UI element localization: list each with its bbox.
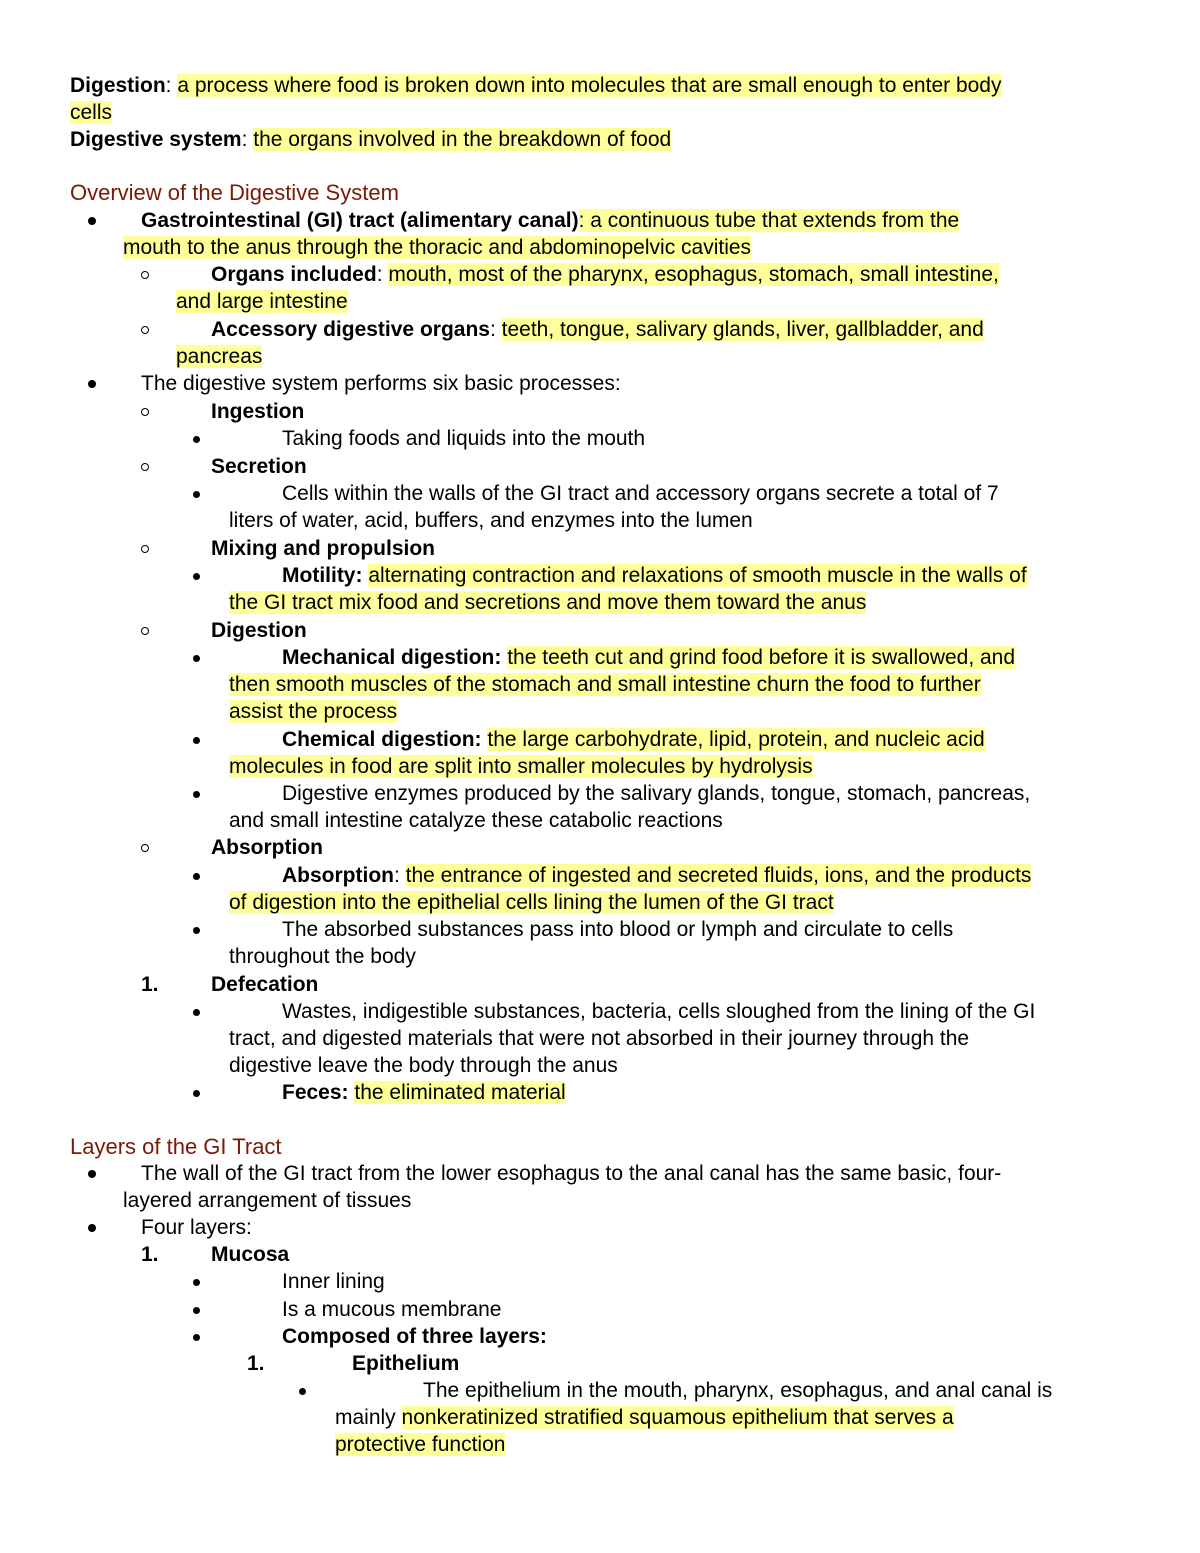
line-continuation xyxy=(229,753,813,780)
circle-bullet-icon xyxy=(141,271,149,279)
sub-bullet xyxy=(141,535,149,562)
circle-bullet-icon xyxy=(141,463,149,471)
separator: : xyxy=(393,864,406,887)
line-text: Taking foods and liquids into the mouth xyxy=(282,427,646,450)
section-heading-layers: Layers of the GI Tract xyxy=(70,1134,282,1159)
highlighted-definition: and large intestine xyxy=(176,290,348,313)
term: Composed of three layers: xyxy=(282,1325,547,1348)
term: Secretion xyxy=(211,455,307,478)
highlighted-definition: protective function xyxy=(335,1433,506,1456)
line-continuation xyxy=(176,288,348,315)
line-accessory-organs xyxy=(211,316,984,343)
bullet xyxy=(88,1160,96,1187)
bullet-icon xyxy=(193,1334,200,1341)
term: Epithelium xyxy=(352,1352,460,1375)
term: Chemical digestion: xyxy=(282,728,482,751)
bullet-icon xyxy=(88,1224,96,1232)
line-digestion-definition xyxy=(70,72,1002,99)
circle-bullet-icon xyxy=(141,326,149,334)
line-text: liters of water, acid, buffers, and enzymes into the lumen xyxy=(229,509,753,532)
process-ingestion xyxy=(211,398,304,425)
separator: : xyxy=(241,128,254,151)
line-continuation xyxy=(335,1431,505,1458)
sub-bullet xyxy=(141,398,149,425)
line-text: Is a mucous membrane xyxy=(282,1298,502,1321)
line-text: digestive leave the body through the anus xyxy=(229,1054,618,1077)
layer-epithelium xyxy=(352,1350,459,1377)
separator: : xyxy=(489,318,502,341)
line-three-layers xyxy=(282,1323,547,1350)
sub-bullet xyxy=(141,261,149,288)
term: Ingestion xyxy=(211,400,305,423)
line-digestive-system-definition xyxy=(70,126,671,153)
line-text: tract, and digested materials that were not absorbed in their journey through the xyxy=(229,1027,970,1050)
line-absorption-definition xyxy=(282,862,1031,889)
sub-sub-bullet xyxy=(193,1323,200,1350)
term: Digestive system xyxy=(70,128,242,151)
sub-bullet xyxy=(141,834,149,861)
line-text: layered arrangement of tissues xyxy=(123,1189,412,1212)
section-heading-overview: Overview of the Digestive System xyxy=(70,180,399,205)
line-text: The absorbed substances pass into blood or lymph and circulate to cells xyxy=(282,918,954,941)
sub-sub-bullet xyxy=(193,780,200,807)
line-text: The epithelium in the mouth, pharynx, esophagus, and anal canal is xyxy=(423,1379,1053,1402)
highlighted-definition: the organs involved in the breakdown of food xyxy=(253,128,672,151)
sub-bullet xyxy=(141,453,149,480)
line-text: throughout the body xyxy=(229,945,416,968)
line-feces xyxy=(282,1079,566,1106)
line-gi-tract xyxy=(141,207,959,234)
separator: : xyxy=(165,74,178,97)
line-text: Inner lining xyxy=(282,1270,385,1293)
term: Defecation xyxy=(211,973,319,996)
bullet xyxy=(88,370,96,397)
process-secretion xyxy=(211,453,307,480)
term: Accessory digestive organs xyxy=(211,318,490,341)
list-number: 1. xyxy=(141,1243,159,1266)
line-text: Four layers: xyxy=(141,1216,252,1239)
term: Digestion xyxy=(211,619,307,642)
line-motility xyxy=(282,562,1027,589)
process-absorption xyxy=(211,834,323,861)
line-epithelium-type xyxy=(335,1404,954,1431)
bullet-icon xyxy=(193,873,200,880)
bullet-icon xyxy=(88,1170,96,1178)
bullet-icon xyxy=(193,791,200,798)
layer-mucosa xyxy=(211,1241,289,1268)
sub-sub-bullet xyxy=(193,1268,200,1295)
text: mainly xyxy=(335,1406,396,1429)
bullet-icon xyxy=(193,1009,200,1016)
highlighted-definition: then smooth muscles of the stomach and small intestine churn the food to further xyxy=(229,673,981,696)
line-continuation xyxy=(229,671,981,698)
line-text: Wastes, indigestible substances, bacteria, cells sloughed from the lining of the GI xyxy=(282,1000,1036,1023)
bullet-icon xyxy=(193,573,200,580)
sub-sub-bullet xyxy=(193,425,200,452)
highlighted-definition: the eliminated material xyxy=(354,1081,566,1104)
highlighted-definition: mouth to the anus through the thoracic and abdominopelvic cavities xyxy=(123,236,752,259)
sub-sub-bullet xyxy=(193,1296,200,1323)
bullet-icon xyxy=(193,436,200,443)
bullet xyxy=(88,1214,96,1241)
bullet-icon xyxy=(193,927,200,934)
sub-bullet xyxy=(141,316,149,343)
line-organs-included xyxy=(211,261,999,288)
sub-sub-bullet xyxy=(193,726,200,753)
process-mixing-propulsion xyxy=(211,535,435,562)
highlighted-definition: alternating contraction and relaxations of smooth muscle in the walls of xyxy=(368,564,1027,587)
highlighted-definition: nonkeratinized stratified squamous epithelium that serves a xyxy=(401,1406,954,1429)
sub-sub-bullet xyxy=(193,862,200,889)
term: Motility: xyxy=(282,564,363,587)
term: Gastrointestinal (GI) tract (alimentary canal) xyxy=(141,209,579,232)
sub-sub-bullet xyxy=(193,998,200,1025)
bullet-icon xyxy=(88,217,96,225)
process-digestion xyxy=(211,617,307,644)
bullet-icon xyxy=(193,1090,200,1097)
sub-sub-bullet xyxy=(193,1079,200,1106)
separator: : xyxy=(376,263,389,286)
line-six-processes: The digestive system performs six basic processes: xyxy=(141,372,621,395)
line-continuation xyxy=(229,589,866,616)
line-continuation xyxy=(176,343,262,370)
highlighted-definition: a continuous tube that extends from the xyxy=(590,209,960,232)
line-text: Digestive enzymes produced by the salivary glands, tongue, stomach, pancreas, xyxy=(282,782,1031,805)
sub-sub-bullet xyxy=(299,1377,306,1404)
sub-bullet xyxy=(141,617,149,644)
highlighted-definition: the teeth cut and grind food before it is swallowed, and xyxy=(507,646,1016,669)
sub-sub-bullet xyxy=(193,644,200,671)
process-defecation xyxy=(211,971,318,998)
bullet-icon xyxy=(193,655,200,662)
term: Feces: xyxy=(282,1081,349,1104)
line-text: and small intestine catalyze these catabolic reactions xyxy=(229,809,723,832)
circle-bullet-icon xyxy=(141,408,149,416)
term: Digestion xyxy=(70,74,166,97)
bullet xyxy=(88,207,96,234)
bullet-icon xyxy=(299,1388,306,1395)
line-mechanical-digestion xyxy=(282,644,1015,671)
separator xyxy=(396,1406,402,1429)
sub-sub-bullet xyxy=(193,916,200,943)
highlighted-definition: pancreas xyxy=(176,345,263,368)
term: Absorption xyxy=(282,864,394,887)
bullet-icon xyxy=(193,737,200,744)
term: Mechanical digestion: xyxy=(282,646,502,669)
highlighted-definition: molecules in food are split into smaller molecules by hydrolysis xyxy=(229,755,813,778)
list-number: 1. xyxy=(247,1352,265,1375)
line-continuation xyxy=(229,889,834,916)
sub-sub-bullet xyxy=(193,480,200,507)
line-continuation xyxy=(70,99,112,126)
highlighted-definition: assist the process xyxy=(229,700,398,723)
highlighted-definition: a process where food is broken down into molecules that are small enough to enter body xyxy=(177,74,1002,97)
highlighted-definition: the large carbohydrate, lipid, protein, and nucleic acid xyxy=(487,728,985,751)
highlighted-definition: mouth, most of the pharynx, esophagus, stomach, small intestine, xyxy=(388,263,999,286)
term: Mixing and propulsion xyxy=(211,537,435,560)
highlighted-definition: the entrance of ingested and secreted fluids, ions, and the products xyxy=(405,864,1032,887)
circle-bullet-icon xyxy=(141,844,149,852)
bullet-icon xyxy=(193,1307,200,1314)
term: Mucosa xyxy=(211,1243,290,1266)
line-text: Cells within the walls of the GI tract and accessory organs secrete a total of 7 xyxy=(282,482,999,505)
highlighted-definition: teeth, tongue, salivary glands, liver, gallbladder, and xyxy=(501,318,984,341)
sub-sub-bullet xyxy=(193,562,200,589)
bullet-icon xyxy=(88,380,96,388)
line-text: The wall of the GI tract from the lower esophagus to the anal canal has the same basic, four- xyxy=(141,1162,1002,1185)
line-continuation xyxy=(123,234,751,261)
bullet-icon xyxy=(193,491,200,498)
circle-bullet-icon xyxy=(141,627,149,635)
line-chemical-digestion xyxy=(282,726,985,753)
highlighted-definition: of digestion into the epithelial cells lining the lumen of the GI tract xyxy=(229,891,834,914)
term: Organs included xyxy=(211,263,377,286)
list-number: 1. xyxy=(141,973,159,996)
line-continuation xyxy=(229,698,397,725)
bullet-icon xyxy=(193,1279,200,1286)
separator: : xyxy=(578,209,591,232)
circle-bullet-icon xyxy=(141,545,149,553)
highlighted-definition: cells xyxy=(70,101,113,124)
term: Absorption xyxy=(211,836,323,859)
highlighted-definition: the GI tract mix food and secretions and move them toward the anus xyxy=(229,591,867,614)
